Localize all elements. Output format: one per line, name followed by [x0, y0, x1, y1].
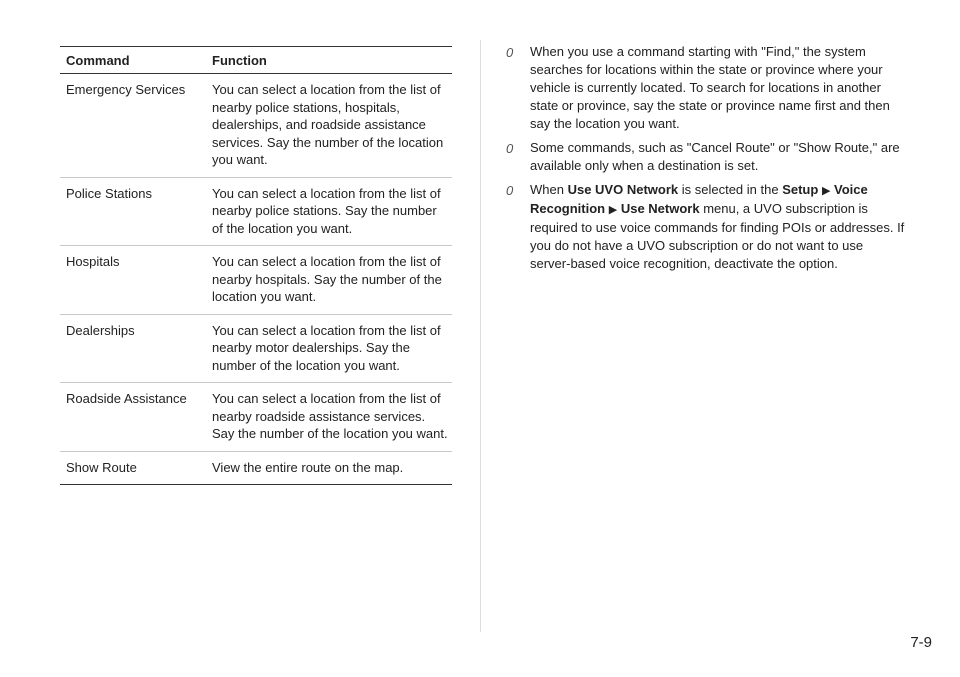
- menu-name-bold: Setup: [782, 182, 819, 197]
- function-cell: You can select a location from the list of nearby police stations, hospitals, dealerships, and roadside assistance services. Say the number of the location you want.: [212, 82, 444, 167]
- page-number: 7-9: [910, 634, 932, 651]
- note-text-part: When: [530, 182, 568, 197]
- table-row: [60, 451, 452, 485]
- note-item: [506, 139, 906, 175]
- note-text: When you use a command starting with "Find," the system searches for locations within the state or province where your vehicle is currently located. To search for locations in another state or province, say the state or province name first and then say the location you want.: [530, 44, 890, 131]
- command-table: [60, 46, 452, 485]
- note-item: [506, 43, 906, 133]
- table-row: [60, 177, 452, 246]
- note-icon: 0: [506, 45, 514, 60]
- header-function: Function: [212, 53, 267, 68]
- header-command: Command: [66, 53, 130, 68]
- table-row: [60, 383, 452, 452]
- menu-name-bold: Use UVO Network: [567, 182, 679, 197]
- function-cell: You can select a location from the list of nearby hospitals. Say the number of the location you want.: [212, 254, 442, 304]
- command-cell: Police Stations: [66, 185, 152, 201]
- command-cell: Roadside Assistance: [66, 391, 187, 406]
- command-cell: Hospitals: [66, 254, 120, 269]
- command-cell: Dealerships: [66, 322, 135, 338]
- table-row: [60, 74, 452, 178]
- menu-arrow-icon: ▶: [821, 185, 831, 197]
- command-cell: Emergency Services: [66, 82, 186, 97]
- menu-name-bold: Voice Recognition: [530, 182, 868, 216]
- table-row: [60, 314, 452, 383]
- notes-section: [506, 43, 906, 279]
- function-cell: You can select a location from the list of nearby roadside assistance services. Say the number of the location you want.: [212, 391, 448, 441]
- note-icon: 0: [506, 183, 514, 198]
- note-text: Some commands, such as "Cancel Route" or "Show Route," are available only when a destination is set.: [530, 140, 900, 173]
- menu-arrow-icon: ▶: [608, 204, 618, 216]
- function-cell: You can select a location from the list of nearby police stations. Say the number of the location you want.: [212, 185, 441, 236]
- column-divider: [480, 40, 481, 632]
- table-header-row: [60, 47, 452, 74]
- table-row: [60, 246, 452, 315]
- menu-name-bold: Use Network: [620, 201, 700, 216]
- command-cell: Show Route: [66, 459, 137, 475]
- note-item: [506, 181, 906, 273]
- note-icon: 0: [506, 141, 514, 156]
- note-text-part: menu, a UVO subscription is required to use voice commands for finding POIs or addresses. If you do not have a UVO subscription or do not want to use server-based voice recognition, deactivate the option.: [530, 201, 905, 271]
- note-text-part: is selected in the: [678, 182, 783, 197]
- function-cell: You can select a location from the list of nearby motor dealerships. Say the number of the location you want.: [212, 322, 441, 373]
- function-cell: View the entire route on the map.: [212, 459, 404, 475]
